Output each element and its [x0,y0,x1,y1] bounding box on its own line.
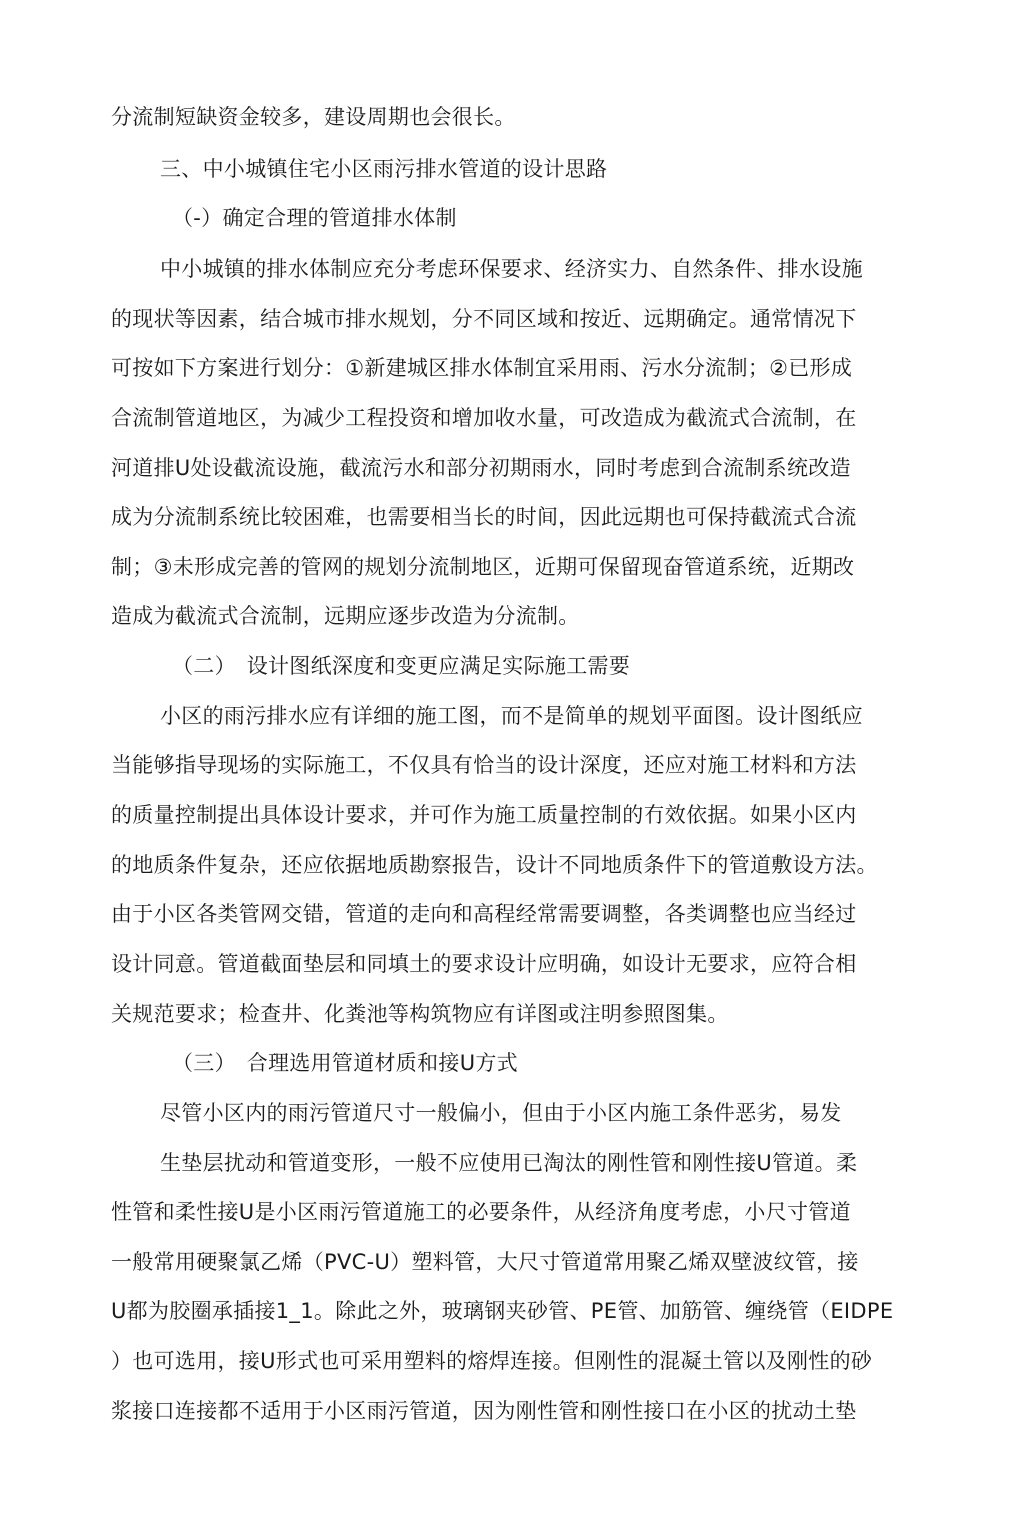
section-heading: 三、中小城镇住宅小区雨污排水管道的设计思路 [160,157,608,181]
paragraph-line: 制；③未形成完善的管网的规划分流制地区，近期可保留现奋管道系统，近期改 [111,555,855,579]
paragraph-line: 河道排U处设截流设施，截流污水和部分初期雨水，同时考虑到合流制系统改造 [111,456,851,480]
paragraph-line: 造成为截流式合流制，远期应逐步改造为分流制。 [111,604,580,628]
paragraph-line: 关规范要求；检查井、化粪池等构筑物应有详图或注明参照图集。 [111,1002,729,1026]
paragraph-line: 成为分流制系统比较困难，也需要相当长的时间，因此远期也可保持截流式合流 [111,505,857,529]
paragraph-line: 中小城镇的排水体制应充分考虑环保要求、经济实力、自然条件、排水设施 [160,257,863,281]
paragraph-line: 设计同意。管道截面垫层和同填土的要求设计应明确，如设计无要求，应符合相 [111,952,857,976]
paragraph-line: 的质量控制提出具体设计要求，并可作为施工质量控制的冇效依据。如果小区内 [111,803,857,827]
subsection-heading: （-）确定合理的管道排水体制 [172,206,457,230]
paragraph-line: 的现状等因素，结合城市排水规划，分不同区域和按近、远期确定。通常情况下 [111,307,857,331]
paragraph-line: 当能够指导现场的实际施工，不仅具有恰当的设计深度，还应对施工材料和方法 [111,753,857,777]
paragraph-line: 尽管小区内的雨污管道尺寸一般偏小，但由于小区内施工条件恶劣，易发 [160,1101,842,1125]
paragraph-line: 由于小区各类管网交错，管道的走向和高程经常需要调整，各类调整也应当经过 [111,902,857,926]
paragraph-line: 小区的雨污排水应有详细的施工图，而不是简单的规划平面图。设计图纸应 [160,704,863,728]
paragraph-line: 的地质条件复杂，还应依据地质勘察报告，设计不同地质条件下的管道敷设方法。 [111,853,878,877]
paragraph-line: 可按如下方案进行划分：①新建城区排水体制宜采用雨、污水分流制；②已形成 [111,356,853,380]
subsection-heading: （二） 设计图纸深度和变更应满足实际施工需要 [172,654,631,678]
paragraph-line: ）也可选用，接U形式也可采用塑料的熔焊连接。但刚性的混凝土管以及刚性的砂 [111,1349,873,1373]
paragraph-line: 一般常用硬聚氯乙烯（PVC-U）塑料管，大尺寸管道常用聚乙烯双壁波纹管，接 [111,1250,859,1274]
paragraph-line: 分流制短缺资金较多，建设周期也会很长。 [111,105,516,129]
paragraph-line: U都为胶圈承插接1_1。除此之外，玻璃钢夹砂管、PE管、加筋管、缠绕管（EIDPE [111,1299,894,1323]
paragraph-line: 生垫层扰动和管道变形，一般不应使用已淘汰的刚性管和刚性接U管道。柔 [160,1151,858,1175]
paragraph-line: 浆接口连接都不适用于小区雨污管道，因为刚性管和刚性接口在小区的扰动土垫 [111,1399,857,1423]
subsection-heading: （三） 合理选用管道材质和接U方式 [172,1051,518,1075]
paragraph-line: 合流制管道地区，为减少工程投资和增加收水量，可改造成为截流式合流制，在 [111,406,857,430]
paragraph-line: 性管和柔性接U是小区雨污管道施工的必要条件，从经济角度考虑，小尺寸管道 [111,1200,851,1224]
